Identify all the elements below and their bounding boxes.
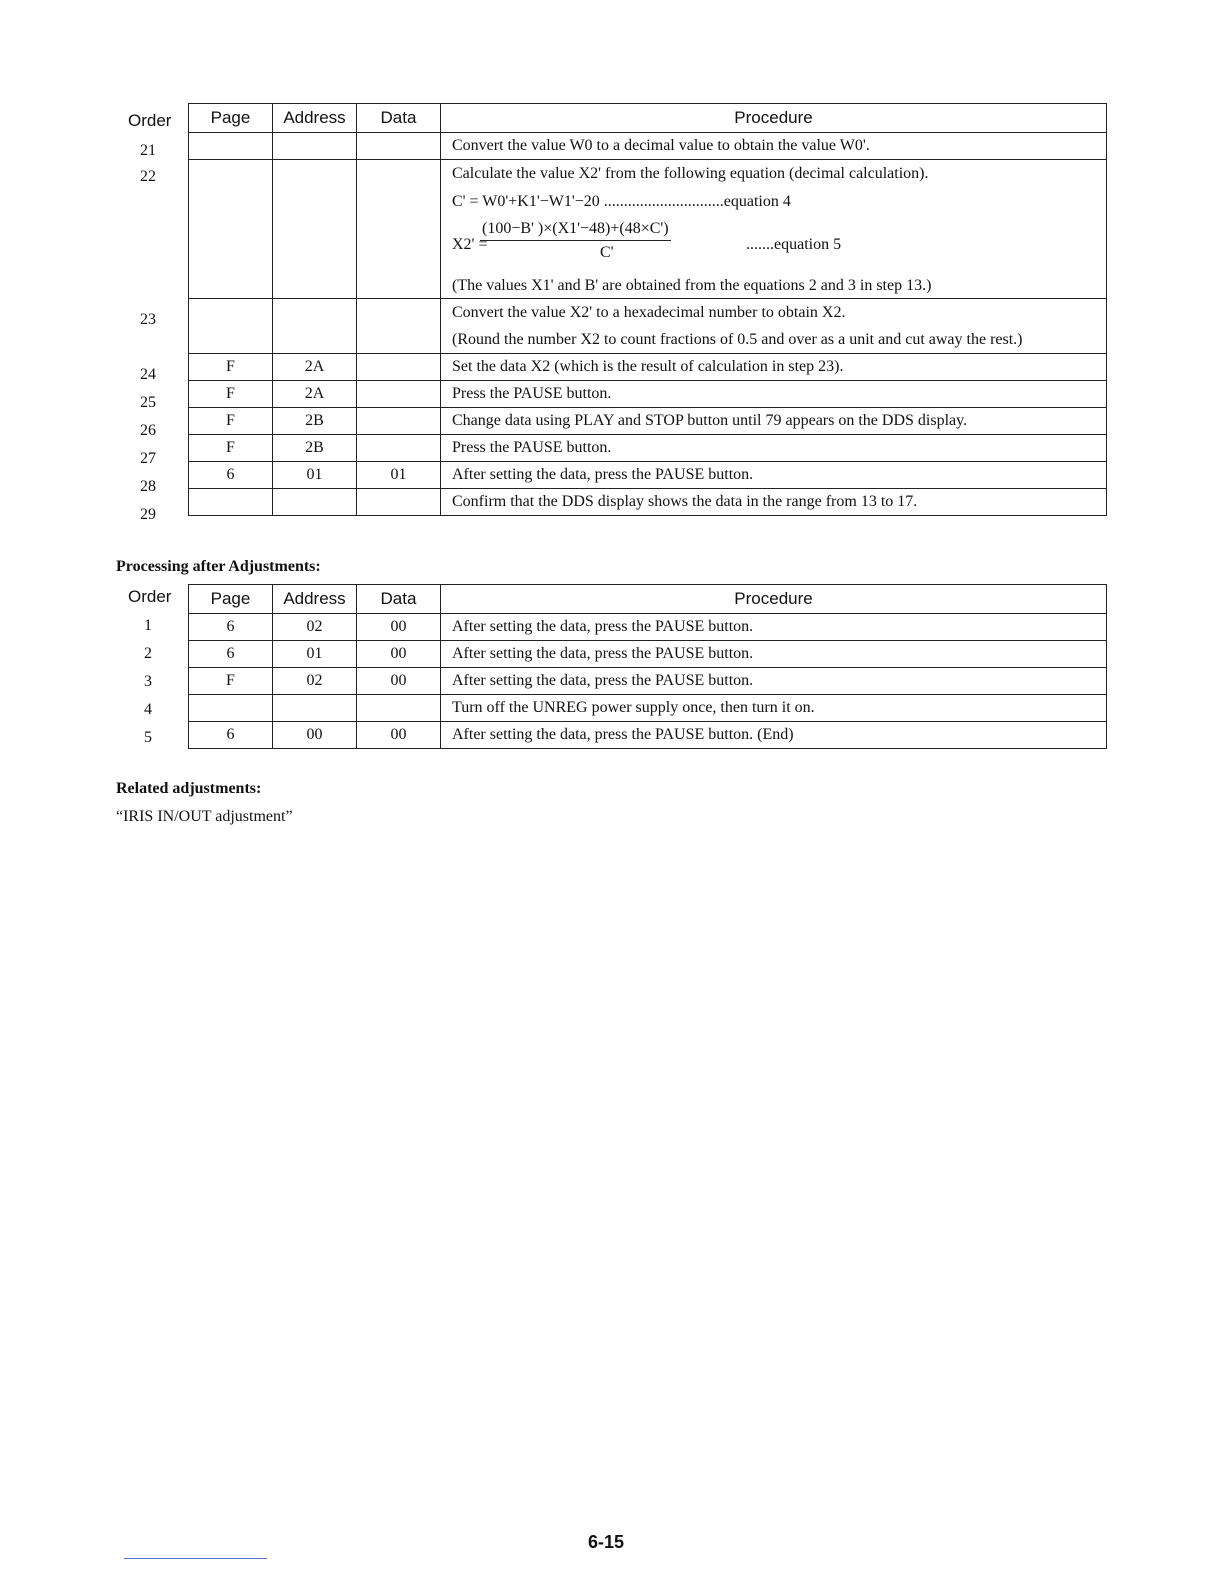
procedure-line: (Round the number X2 to count fractions of 0.5 and over as a unit and cut away the rest.): [452, 331, 1023, 348]
data-cell: 00: [357, 668, 441, 695]
adjustment-table: [188, 103, 1107, 516]
procedure-cell: [441, 160, 1107, 299]
procedure-header: Procedure: [441, 585, 1107, 614]
page-cell: F: [189, 435, 273, 462]
address-cell: 00: [273, 722, 357, 749]
page-cell: [189, 160, 273, 299]
data-cell: [357, 435, 441, 462]
page-cell: 6: [189, 641, 273, 668]
procedure-line: Convert the value X2' to a hexadecimal number to obtain X2.: [452, 304, 846, 321]
table-row: [189, 462, 1107, 489]
procedure-cell: After setting the data, press the PAUSE button. (End): [441, 722, 1107, 749]
page-cell: [189, 695, 273, 722]
equation-4: C' = W0'+K1'−W1'−20 ..............................equation 4: [452, 193, 791, 210]
order-24: 24: [140, 366, 156, 383]
data-cell: 00: [357, 641, 441, 668]
equation-5-tail: .......equation 5: [746, 236, 842, 253]
processing-table: [188, 584, 1107, 749]
page-cell: F: [189, 668, 273, 695]
page-cell: F: [189, 381, 273, 408]
order-2: 2: [144, 645, 152, 662]
page-cell: [189, 489, 273, 516]
procedure-line: Calculate the value X2' from the following equation (decimal calculation).: [452, 165, 929, 182]
address-cell: [273, 160, 357, 299]
procedure-cell: After setting the data, press the PAUSE button.: [441, 614, 1107, 641]
address-cell: 2B: [273, 435, 357, 462]
order-23: 23: [140, 311, 156, 328]
data-cell: [357, 408, 441, 435]
address-cell: 02: [273, 614, 357, 641]
order-26: 26: [140, 422, 156, 439]
order-header: Order: [128, 111, 172, 130]
procedure-cell: Set the data X2 (which is the result of calculation in step 23).: [441, 354, 1107, 381]
order-1: 1: [144, 617, 152, 634]
order-27: 27: [140, 450, 156, 467]
page-cell: [189, 133, 273, 160]
procedure-cell: Press the PAUSE button.: [441, 435, 1107, 462]
data-cell: [357, 381, 441, 408]
procedure-cell: Change data using PLAY and STOP button until 79 appears on the DDS display.: [441, 408, 1107, 435]
procedure-cell: After setting the data, press the PAUSE button.: [441, 462, 1107, 489]
order-3: 3: [144, 673, 152, 690]
address-cell: [273, 299, 357, 354]
address-cell: 01: [273, 641, 357, 668]
table-header-row: [189, 585, 1107, 614]
page-cell: F: [189, 408, 273, 435]
address-header: Address: [273, 585, 357, 614]
order-column-1: [128, 104, 172, 526]
table-row: [189, 695, 1107, 722]
table-row: [189, 408, 1107, 435]
address-cell: 2A: [273, 381, 357, 408]
order-21: 21: [140, 142, 156, 159]
table-row: [189, 722, 1107, 749]
page-header: Page: [189, 104, 273, 133]
table-row: [189, 668, 1107, 695]
table-row: [189, 299, 1107, 354]
address-cell: [273, 695, 357, 722]
equation-5-lhs: X2' =: [452, 236, 488, 253]
data-cell: [357, 354, 441, 381]
equation-5-denominator: C': [600, 244, 614, 261]
footer-rule: [124, 1558, 267, 1559]
table-row: [189, 435, 1107, 462]
related-adjustments-heading: Related adjustments:: [116, 780, 262, 797]
order-28: 28: [140, 478, 156, 495]
table-row: [189, 354, 1107, 381]
procedure-header: Procedure: [441, 104, 1107, 133]
procedure-cell: [441, 299, 1107, 354]
order-29: 29: [140, 506, 156, 523]
page-cell: F: [189, 354, 273, 381]
page-cell: [189, 299, 273, 354]
order-25: 25: [140, 394, 156, 411]
address-cell: 01: [273, 462, 357, 489]
order-column-2: [128, 584, 172, 752]
table-row: [189, 614, 1107, 641]
order-4: 4: [144, 701, 152, 718]
data-header: Data: [357, 585, 441, 614]
order-5: 5: [144, 729, 152, 746]
data-cell: [357, 160, 441, 299]
procedure-cell: Press the PAUSE button.: [441, 381, 1107, 408]
data-cell: 00: [357, 614, 441, 641]
table-row: [189, 489, 1107, 516]
data-cell: 00: [357, 722, 441, 749]
page-cell: 6: [189, 722, 273, 749]
page-header: Page: [189, 585, 273, 614]
procedure-cell: After setting the data, press the PAUSE button.: [441, 668, 1107, 695]
procedure-cell: Confirm that the DDS display shows the data in the range from 13 to 17.: [441, 489, 1107, 516]
table-row: [189, 160, 1107, 299]
data-cell: 01: [357, 462, 441, 489]
page-number: 6-15: [588, 1532, 625, 1552]
data-cell: [357, 489, 441, 516]
procedure-cell: [441, 133, 1107, 160]
table-row: [189, 381, 1107, 408]
procedure-line: (The values X1' and B' are obtained from the equations 2 and 3 in step 13.): [452, 277, 932, 294]
equation-5: [452, 216, 1106, 272]
address-header: Address: [273, 104, 357, 133]
address-cell: [273, 133, 357, 160]
page-cell: 6: [189, 614, 273, 641]
procedure-line: Convert the value W0 to a decimal value to obtain the value W0'.: [452, 137, 870, 154]
data-cell: [357, 695, 441, 722]
processing-after-adjustments-heading: Processing after Adjustments:: [116, 558, 321, 575]
table-row: [189, 641, 1107, 668]
procedure-cell: After setting the data, press the PAUSE button.: [441, 641, 1107, 668]
address-cell: 2A: [273, 354, 357, 381]
equation-5-numerator: (100−B' )×(X1'−48)+(48×C'): [480, 218, 671, 241]
procedure-cell: Turn off the UNREG power supply once, then turn it on.: [441, 695, 1107, 722]
table-row: [189, 133, 1107, 160]
order-22: 22: [140, 168, 156, 185]
address-cell: [273, 489, 357, 516]
data-cell: [357, 299, 441, 354]
address-cell: 02: [273, 668, 357, 695]
table-header-row: [189, 104, 1107, 133]
data-cell: [357, 133, 441, 160]
address-cell: 2B: [273, 408, 357, 435]
page-cell: 6: [189, 462, 273, 489]
order-header: Order: [128, 587, 172, 606]
related-adjustments-text: “IRIS IN/OUT adjustment”: [116, 808, 293, 825]
data-header: Data: [357, 104, 441, 133]
